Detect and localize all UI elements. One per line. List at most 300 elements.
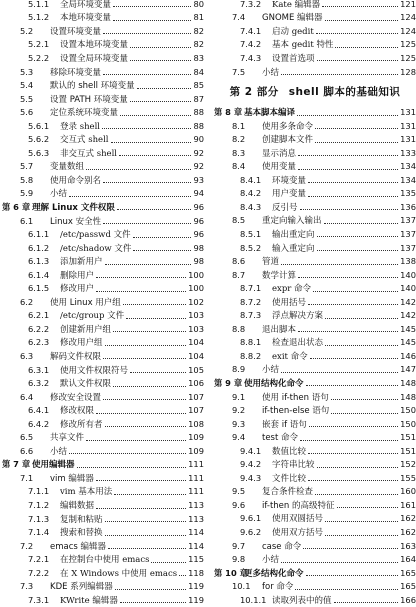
- dot-leader: [103, 182, 191, 183]
- entry-title: 设置首选项: [272, 53, 315, 64]
- entry-title: 输出重定向: [272, 229, 315, 240]
- toc-entry: [214, 593, 416, 607]
- entry-number: 第 9 章: [214, 377, 243, 388]
- entry-number: 8.8: [232, 323, 246, 334]
- page-number: 124: [400, 25, 416, 36]
- toc-entry: [214, 430, 416, 444]
- entry-title: 使用 Linux 用户组: [50, 297, 121, 308]
- toc-entry: [214, 281, 416, 295]
- dot-leader: [306, 575, 399, 576]
- entry-number: 5.6.3: [28, 147, 50, 158]
- entry-title: 理解 Linux 文件权限: [32, 202, 115, 213]
- page-number: 93: [193, 174, 204, 185]
- entry-number: 7.1.2: [28, 500, 50, 510]
- dot-leader: [105, 345, 187, 346]
- page-number: 151: [400, 445, 416, 456]
- toc-chapter-entry: [214, 566, 416, 580]
- page-number: 107: [188, 405, 204, 416]
- dot-leader: [316, 33, 398, 34]
- entry-title: 使用括号: [272, 297, 307, 308]
- page-number: 104: [188, 337, 204, 348]
- page-number: 160: [400, 486, 416, 497]
- toc-entry: [2, 295, 204, 309]
- page-number: 131: [400, 134, 416, 145]
- toc-entry: [2, 105, 204, 119]
- toc-entry: [214, 390, 416, 404]
- entry-number: 9.4.2: [240, 459, 262, 470]
- entry-title: 文件比较: [272, 473, 307, 484]
- toc-entry: [2, 254, 204, 268]
- entry-title: 字符串比较: [272, 460, 315, 471]
- dot-leader: [111, 142, 192, 143]
- dot-leader: [77, 467, 187, 468]
- page-number: 166: [400, 594, 416, 605]
- toc-entry: [214, 403, 416, 417]
- dot-leader: [325, 535, 398, 536]
- dot-leader: [322, 6, 398, 7]
- toc-entry: [2, 132, 204, 146]
- entry-number: 6.5: [20, 432, 34, 443]
- toc-entry: [214, 38, 416, 52]
- entry-number: 5.1.2: [28, 12, 50, 23]
- entry-title: expr 命令: [272, 284, 312, 295]
- page-number: 150: [400, 405, 416, 416]
- entry-number: 9.6.2: [240, 527, 262, 537]
- entry-number: 8.4.2: [240, 188, 262, 199]
- page-number: 114: [188, 540, 204, 551]
- toc-entry: [2, 146, 204, 160]
- entry-title: 基本 gedit 特性: [272, 40, 334, 51]
- dot-leader: [334, 602, 399, 603]
- page-number: 109: [188, 445, 204, 456]
- entry-number: 6.2.1: [28, 310, 50, 321]
- toc-entry: [2, 38, 204, 52]
- dot-leader: [179, 575, 186, 576]
- entry-number: 9.8: [232, 554, 246, 565]
- entry-title: 修改用户组: [60, 338, 103, 349]
- entry-title: emacs 编辑器: [50, 541, 107, 552]
- toc-entry: [2, 336, 204, 350]
- dot-leader: [315, 128, 398, 129]
- toc-entry: [2, 431, 204, 445]
- entry-title: 非交互式 shell: [60, 148, 118, 159]
- page-number: 83: [193, 52, 204, 63]
- page-number: 119: [188, 581, 204, 592]
- dot-leader: [108, 548, 186, 549]
- page-number: 92: [193, 161, 204, 172]
- entry-number: 9.5: [232, 486, 246, 497]
- dot-leader: [103, 33, 191, 34]
- toc-entry: [214, 417, 416, 431]
- entry-title: 全局环境变量: [60, 0, 112, 10]
- page-number: 92: [193, 147, 204, 158]
- toc-entry: [2, 92, 204, 106]
- toc-entry: [214, 471, 416, 485]
- entry-title: 小结: [50, 189, 68, 200]
- dot-leader: [297, 115, 398, 116]
- toc-entry: [2, 51, 204, 65]
- toc-entry: [2, 24, 204, 38]
- entry-title: 反引号: [272, 202, 298, 213]
- toc-entry: [2, 268, 204, 282]
- page-number: 151: [400, 432, 416, 443]
- entry-number: 5.2.1: [28, 39, 50, 50]
- entry-title: 登录 shell: [60, 121, 101, 132]
- page-number: 107: [188, 391, 204, 402]
- dot-leader: [298, 169, 398, 170]
- dot-leader: [308, 304, 398, 305]
- toc-entry: [2, 417, 204, 431]
- entry-title: 小结: [262, 555, 280, 566]
- dot-leader: [119, 155, 191, 156]
- entry-number: 6.2.2: [28, 323, 50, 334]
- entry-number: 6.3: [20, 350, 34, 361]
- page-number: 80: [193, 0, 204, 9]
- toc-entry: [2, 65, 204, 79]
- entry-number: 5.6: [20, 107, 34, 118]
- page-number: 111: [188, 459, 204, 470]
- entry-title: KWrite 编辑器: [60, 595, 118, 606]
- entry-number: 9.4: [232, 432, 246, 443]
- entry-title: 解码文件权限: [50, 351, 102, 362]
- page-number: 121: [400, 0, 416, 9]
- dot-leader: [306, 385, 399, 386]
- toc-entry: [214, 525, 416, 539]
- toc-entry: [214, 0, 416, 11]
- entry-number: 6.4.1: [28, 405, 50, 416]
- dot-leader: [113, 20, 191, 21]
- entry-number: 7.4.3: [240, 52, 262, 63]
- entry-number: 第 8 章: [214, 107, 243, 118]
- dot-leader: [308, 453, 398, 454]
- dot-leader: [317, 250, 399, 251]
- dot-leader: [315, 142, 398, 143]
- entry-title: 重定向输入输出: [262, 216, 322, 227]
- page-number: 163: [400, 540, 416, 551]
- entry-number: 6.4: [20, 391, 34, 402]
- toc-entry: [2, 309, 204, 323]
- entry-title: 输入重定向: [272, 243, 315, 254]
- toc-entry: [2, 281, 204, 295]
- page-number: 140: [400, 269, 416, 280]
- dot-leader: [281, 74, 398, 75]
- page-number: 81: [193, 12, 204, 23]
- toc-column-left: [2, 0, 204, 607]
- dot-leader: [337, 507, 399, 508]
- dot-leader: [96, 413, 186, 414]
- page-number: 161: [400, 499, 416, 510]
- page-number: 148: [400, 391, 416, 402]
- toc-entry: [2, 187, 204, 201]
- page-number: 94: [193, 188, 204, 199]
- toc-entry: [214, 336, 416, 350]
- dot-leader: [103, 74, 191, 75]
- entry-title: 创建新用户组: [60, 324, 112, 335]
- part-label: 第 2 部分: [229, 86, 279, 99]
- entry-number: 5.5: [20, 93, 34, 104]
- dot-leader: [133, 237, 192, 238]
- dot-leader: [325, 521, 398, 522]
- dot-leader: [133, 250, 191, 251]
- dot-leader: [303, 548, 398, 549]
- entry-title: vim 编辑器: [50, 473, 94, 484]
- dot-leader: [130, 101, 192, 102]
- toc-entry: [214, 200, 416, 214]
- toc-entry: [2, 78, 204, 92]
- page-number: 133: [400, 147, 416, 158]
- entry-title: 数学计算: [262, 270, 297, 281]
- page-number: 115: [188, 554, 204, 565]
- entry-title: 管道: [262, 257, 280, 268]
- dot-leader: [324, 223, 399, 224]
- toc-entry: [214, 512, 416, 526]
- toc-entry: [214, 214, 416, 228]
- toc-entry: [2, 498, 204, 512]
- entry-title: 复制和粘贴: [60, 514, 103, 525]
- page-number: 137: [400, 228, 416, 239]
- dot-leader: [151, 562, 186, 563]
- dot-leader: [117, 209, 192, 210]
- page-number: 84: [193, 66, 204, 77]
- entry-number: 7.4.1: [240, 25, 262, 36]
- dot-leader: [308, 196, 398, 197]
- entry-number: 9.2: [232, 405, 246, 416]
- entry-number: 6.6: [20, 445, 34, 456]
- dot-leader: [130, 372, 186, 373]
- entry-title: 设置本地环境变量: [60, 40, 129, 51]
- entry-number: 9.6: [232, 499, 246, 510]
- dot-leader: [103, 223, 191, 224]
- toc-entry: [2, 241, 204, 255]
- entry-number: 5.3: [20, 66, 34, 77]
- entry-number: 7.1: [20, 472, 34, 483]
- page-number: 128: [400, 66, 416, 77]
- entry-number: 6.4.2: [28, 418, 50, 429]
- page-number: 113: [188, 513, 204, 524]
- page-number: 134: [400, 161, 416, 172]
- toc-entry: [2, 552, 204, 566]
- dot-leader: [325, 318, 398, 319]
- dot-leader: [120, 115, 191, 116]
- toc-entry: [214, 241, 416, 255]
- entry-title: 读取列表中的值: [272, 595, 332, 606]
- entry-title: 使用结构化命令: [244, 378, 304, 389]
- entry-number: 8.4: [232, 161, 246, 172]
- toc-entry: [214, 498, 416, 512]
- page-number: 96: [193, 229, 204, 240]
- toc-chapter-entry: [214, 376, 416, 390]
- entry-number: 第 10 章: [214, 567, 248, 578]
- page-number: 114: [188, 527, 204, 538]
- entry-title: Linux 安全性: [50, 216, 102, 227]
- dot-leader: [281, 372, 398, 373]
- entry-title: 使用多条命令: [262, 121, 314, 132]
- dot-leader: [309, 426, 398, 427]
- entry-title: case 命令: [262, 541, 302, 552]
- entry-number: 8.4.1: [240, 174, 262, 185]
- toc-entry: [2, 593, 204, 607]
- dot-leader: [113, 6, 191, 7]
- entry-number: 6.1.4: [28, 269, 50, 280]
- entry-title: KDE 系列编辑器: [50, 582, 113, 593]
- toc-right-bottom: [214, 105, 416, 606]
- entry-number: 8.9: [232, 364, 246, 375]
- page-number: 140: [400, 283, 416, 294]
- page-number: 162: [400, 513, 416, 524]
- toc-entry: [2, 376, 204, 390]
- toc-entry: [214, 65, 416, 79]
- entry-title: 移除环境变量: [50, 67, 102, 78]
- toc-entry: [214, 268, 416, 282]
- page-number: 111: [188, 472, 204, 483]
- toc-entry: [2, 173, 204, 187]
- entry-number: 8.3: [232, 147, 246, 158]
- toc-entry: [2, 485, 204, 499]
- entry-title: 删除用户: [60, 270, 95, 281]
- toc-entry: [2, 444, 204, 458]
- dot-leader: [315, 494, 398, 495]
- entry-title: 小结: [262, 365, 280, 376]
- entry-title: 修改用户: [60, 284, 95, 295]
- entry-number: 9.6.1: [240, 513, 262, 524]
- entry-title: exit 命令: [272, 351, 308, 362]
- entry-number: 9.7: [232, 540, 246, 551]
- entry-title: 退出脚本: [262, 324, 297, 335]
- entry-number: 7.5: [232, 66, 246, 77]
- entry-number: 8.5.2: [240, 242, 262, 253]
- page-number: 119: [188, 594, 204, 605]
- toc-column-right: [214, 0, 416, 607]
- toc-entry: [2, 539, 204, 553]
- entry-title: 启动 gedit: [272, 26, 314, 37]
- page-number: 104: [188, 350, 204, 361]
- entry-number: 7.1.1: [28, 486, 50, 497]
- toc-entry: [2, 390, 204, 404]
- page-number: 145: [400, 337, 416, 348]
- page-number: 88: [193, 107, 204, 118]
- entry-number: 9.4.1: [240, 445, 262, 456]
- toc-entry: [2, 566, 204, 580]
- toc-chapter-entry: [214, 105, 416, 119]
- toc-entry: [2, 0, 204, 11]
- entry-title: 使用编辑器: [32, 460, 75, 471]
- toc-entry: [214, 363, 416, 377]
- dot-leader: [96, 508, 186, 509]
- entry-number: 5.8: [20, 174, 34, 185]
- dot-leader: [105, 426, 187, 427]
- entry-title: 交互式 shell: [60, 135, 109, 146]
- entry-title: 设置环境变量: [50, 26, 102, 37]
- entry-title: 设置 PATH 环境变量: [50, 94, 128, 105]
- page-number: 146: [400, 350, 416, 361]
- entry-title: 使用命令别名: [50, 175, 102, 186]
- entry-number: 8.4.3: [240, 201, 262, 212]
- entry-title: 用户变量: [272, 189, 307, 200]
- dot-leader: [317, 467, 399, 468]
- dot-leader: [96, 291, 186, 292]
- entry-title: 复合条件检查: [262, 487, 314, 498]
- entry-title: Kate 编辑器: [272, 0, 321, 10]
- page-number: 90: [193, 134, 204, 145]
- entry-title: 使用 if-then 语句: [262, 392, 329, 403]
- dot-leader: [114, 494, 186, 495]
- entry-number: 7.4: [232, 12, 246, 23]
- entry-number: 5.1.1: [28, 0, 50, 9]
- dot-leader: [113, 331, 186, 332]
- page-number: 131: [400, 120, 416, 131]
- entry-title: 使用文件权限符号: [60, 365, 129, 376]
- page-number: 98: [193, 256, 204, 267]
- page-number: 125: [400, 52, 416, 63]
- toc-entry: [214, 51, 416, 65]
- entry-title: 检查退出状态: [272, 338, 324, 349]
- entry-title: 修改所有者: [60, 419, 103, 430]
- entry-title: /etc/shadow 文件: [60, 243, 132, 254]
- dot-leader: [325, 20, 399, 21]
- entry-title: 搜索和替换: [60, 528, 103, 539]
- dot-leader: [300, 209, 399, 210]
- toc-entry: [2, 349, 204, 363]
- page-number: 137: [400, 215, 416, 226]
- dot-leader: [137, 88, 192, 89]
- entry-number: 8.7.1: [240, 283, 262, 294]
- toc-entry: [2, 119, 204, 133]
- page-number: 100: [188, 283, 204, 294]
- dot-leader: [308, 182, 398, 183]
- entry-number: 10.1: [232, 581, 251, 592]
- entry-title: 设置全局环境变量: [60, 53, 129, 64]
- page-number: 131: [400, 107, 416, 118]
- entry-title: 在 X Windows 中使用 emacs: [60, 568, 178, 579]
- entry-title: 默认的 shell 环境变量: [50, 81, 135, 92]
- entry-number: 6.1.5: [28, 283, 50, 294]
- entry-title: 显示消息: [262, 148, 297, 159]
- dot-leader: [126, 318, 186, 319]
- dot-leader: [331, 413, 398, 414]
- entry-title: 默认文件权限: [60, 379, 112, 390]
- entry-title: 环境变量: [272, 175, 307, 186]
- page-number: 106: [188, 378, 204, 389]
- entry-number: 6.2.3: [28, 337, 50, 348]
- entry-number: 8.1: [232, 120, 246, 131]
- entry-number: 5.9: [20, 188, 34, 199]
- entry-number: 6.3.1: [28, 364, 50, 375]
- toc-entry: [2, 322, 204, 336]
- entry-title: 使用双方括号: [272, 528, 324, 538]
- entry-number: 第 7 章: [2, 459, 31, 470]
- entry-number: 8.5: [232, 215, 246, 226]
- toc-entry: [2, 512, 204, 526]
- dot-leader: [300, 440, 398, 441]
- page-number: 98: [193, 242, 204, 253]
- page-number: 164: [400, 554, 416, 565]
- entry-number: 7.3: [20, 581, 34, 592]
- entry-number: 9.4.3: [240, 472, 262, 483]
- page-number: 135: [400, 188, 416, 199]
- entry-title: 使用双圆括号: [272, 514, 324, 525]
- dot-leader: [313, 291, 398, 292]
- toc-entry: [214, 485, 416, 499]
- toc-chapter-entry: [2, 458, 204, 472]
- page-number: 148: [400, 377, 416, 388]
- dot-leader: [102, 128, 191, 129]
- page-number: 105: [188, 364, 204, 375]
- toc-entry: [214, 187, 416, 201]
- toc-entry: [214, 173, 416, 187]
- dot-leader: [123, 304, 186, 305]
- page-number: 103: [188, 323, 204, 334]
- entry-number: 6.1.1: [28, 229, 50, 240]
